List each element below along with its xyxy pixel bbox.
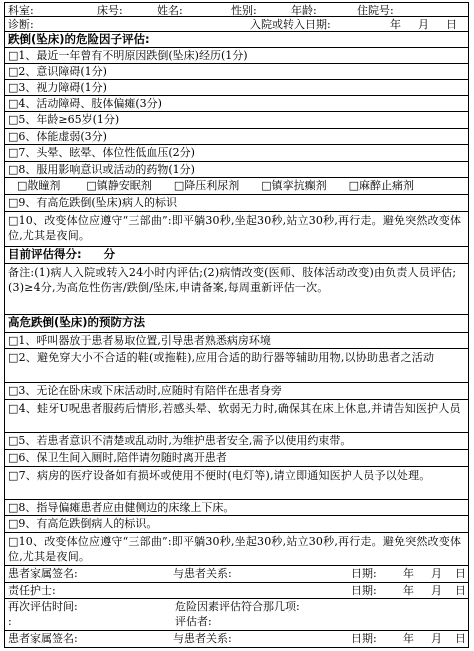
risk-item: □1、最近一年曾有不明原因跌倒(坠床)经历(1分) [4,48,469,64]
score-unit: 分 [103,247,116,261]
risk-item: □9、有高危跌倒(坠床)病人的标识 [4,195,469,212]
admission-month: 月 [418,18,429,31]
date-year: 年 [403,632,414,645]
prevention-item: □8、指导偏瘫患者应由健侧边的床缘上下床。 [4,500,469,516]
date-year: 年 [403,584,414,597]
risk-item: □8、服用影响意识或活动的药物(1分) [4,162,469,178]
date-month: 月 [431,632,442,645]
date-month: 月 [431,584,442,597]
blank-colon: : [8,615,12,628]
risk-item: □3、视力障碍(1分) [4,80,469,96]
risk-item: □5、年龄≥65岁(1分) [4,112,469,129]
family-signature-label: 患者家属签名: [8,632,78,645]
reassess-time-label: 再次评估时间: [8,600,78,613]
relation-label: 与患者关系: [173,632,232,645]
date-year: 年 [403,567,414,580]
name-label: 姓名: [157,4,183,17]
family-signature-label: 患者家属签名: [8,567,78,580]
date-day: 日 [455,567,466,580]
header-patient-info-row [4,2,469,17]
medication-options-row [4,178,469,195]
prevention-item: □1、呼叫器放于患者易取位置,引导患者熟悉病房环境 [4,333,469,349]
date-month: 月 [431,567,442,580]
risk-item: □6、体能虚弱(3分) [4,129,469,145]
risk-item: □2、意识障碍(1分) [4,64,469,80]
med-option-antiepileptic[interactable]: □镇挛抗癫剂 [261,179,327,192]
relation-label: 与患者关系: [173,567,232,580]
med-option-analgesic[interactable]: □麻醉止痛剂 [348,179,415,192]
risk-section-title: 跌倒(坠床)的危险因子评估: [4,32,469,48]
admission-day: 日 [446,18,457,31]
family-signature-row-2 [4,631,469,648]
date-label: 日期: [351,584,377,597]
nurse-row [4,583,469,599]
dept-label: 科室: [8,4,34,17]
gender-label: 性别: [231,4,257,17]
admission-date-label: 入院或转入日期: [250,18,331,31]
date-day: 日 [455,584,466,597]
reassessment-row [4,599,469,631]
prevention-item: □9、有高危跌倒病人的标识。 [4,516,469,533]
risk-match-label: 危险因素评估符合那几项: [175,600,300,613]
date-label: 日期: [351,632,377,645]
med-option-sedative[interactable]: □镇静安眠剂 [86,179,152,192]
prevention-item: □4、蛙牙U呪患者服药后情形,若感头晕、软弱无力时,确保其在床上休息,并请告知医护人员 [4,400,469,433]
date-label: 日期: [351,567,377,580]
score-row [4,247,469,264]
med-option-antihypertensive[interactable]: □降压利尿剂 [173,179,240,192]
nurse-label: 责任护士: [8,584,56,597]
med-option-mydriatic[interactable]: □散瞳剂 [17,179,61,192]
bed-label: 床号: [97,4,123,17]
risk-item: □10、改变体位应遵守“三部曲”:即平躺30秒,坐起30秒,站立30秒,再行走。避免突然改变体位,尤其是夜间。 [4,212,469,247]
admission-year: 年 [390,18,401,31]
prevention-item: □7、病房的医疗设备如有损坏或使用不便时(电灯等),请立即通知医护人员予以处理。 [4,467,469,500]
prevention-item: □10、改变体位应遵守“三部曲”:即平躺30秒,坐起30秒,站立30秒,再行走。避免突然改变体位,尤其是夜间。 [4,533,469,566]
diagnosis-label: 诊断: [8,18,34,31]
age-label: 年龄: [291,4,317,17]
assessor-label: 评估者: [175,615,212,628]
header-diagnosis-row [4,17,469,32]
prevention-item: □3、无论在卧床或下床活动时,应随时有陪伴在患者身旁 [4,383,469,400]
risk-item: □4、活动障碍、肢体偏瘫(3分) [4,96,469,112]
date-day: 日 [455,632,466,645]
prevention-item: □6、保卫生间入厕时,陪伴请勿随时离开患者 [4,450,469,467]
prevention-section-title: 高危跌倒(坠床)的预防方法 [4,315,469,333]
risk-item: □7、头晕、眩晕、体位性低血压(2分) [4,145,469,162]
inpatient-no-label: 住院号: [357,4,394,17]
assessment-note: 备注:(1)病人入院或转入24小时内评估;(2)病情改变(医师、肢体活动改变)由负责人员评估;(3)≥4分,为高危性伤害/跌倒/坠床,申请备案,每周重新评估一次。 [4,264,469,315]
prevention-item: □2、避免穿大小不合适的鞋(或拖鞋),应用合适的助行器等辅助用物,以协助患者之活动 [4,349,469,383]
family-signature-row [4,566,469,583]
prevention-item: □5、若患者意识不清楚或乱动时,为维护患者安全,需予以使用约束带。 [4,433,469,450]
score-label: 目前评估得分: [8,247,82,261]
